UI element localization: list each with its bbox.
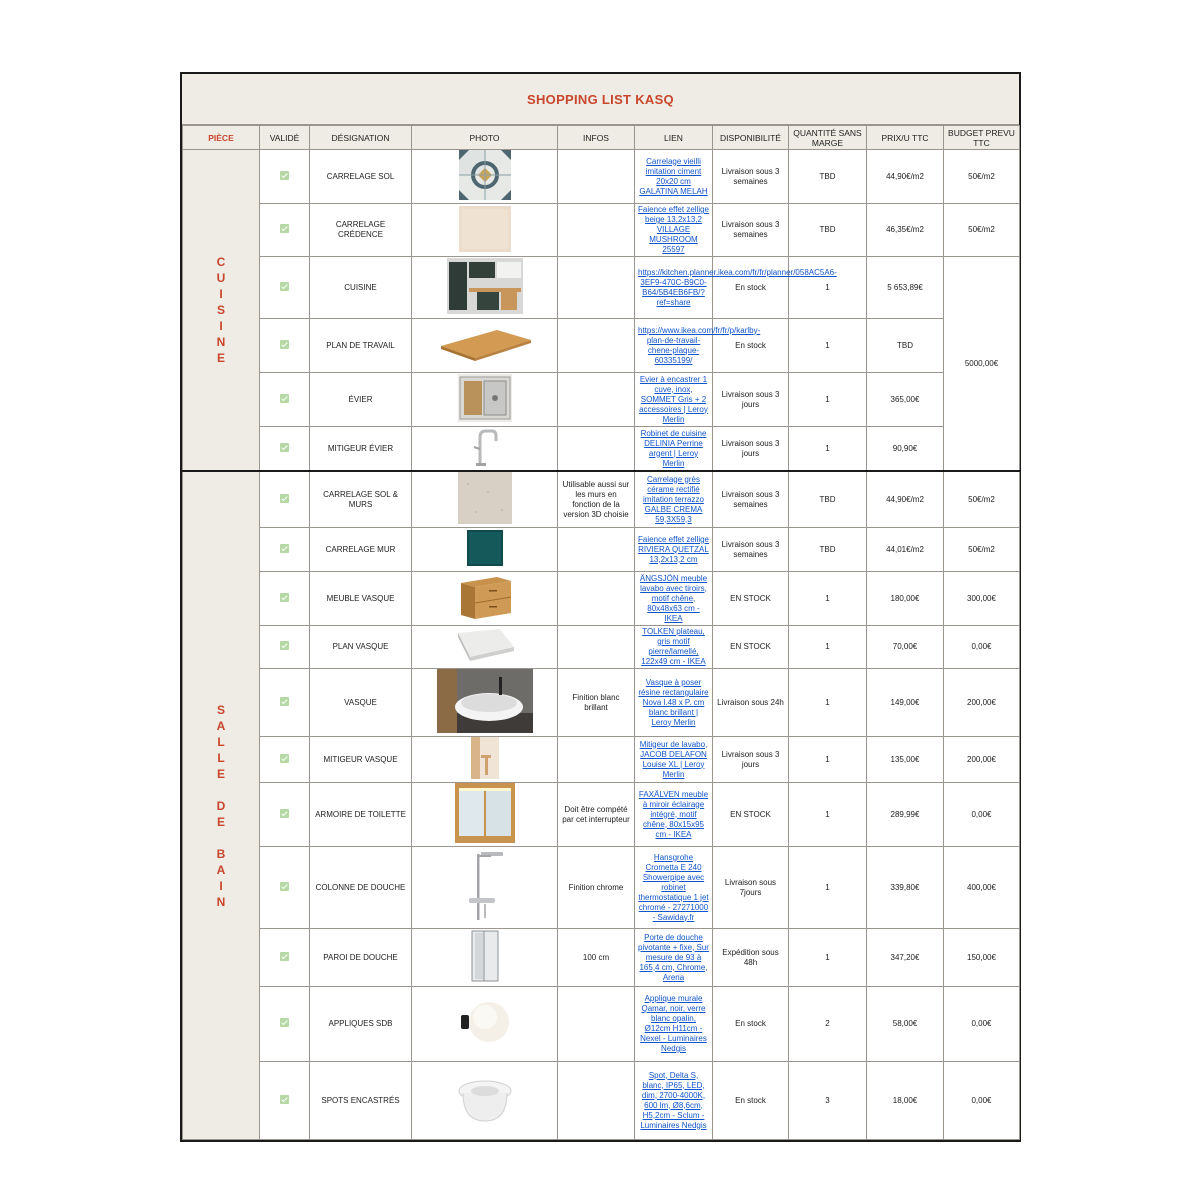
designation-cell: CUISINE [310,257,412,319]
validated-checkbox[interactable] [280,282,289,291]
beige-tile-photo [459,206,511,255]
budget-cell: 50€/m2 [944,204,1020,257]
valide-cell [260,150,310,204]
product-link[interactable]: Carrelage grès cérame rectifié imitation terrazzo GALBE CREMA 59,3X59,3 [643,474,704,524]
product-link[interactable]: Mitigeur de lavabo, JACOB DELAFON Louise XL | Leroy Merlin [639,739,708,779]
prix-cell: 365,00€ [867,373,944,427]
valide-cell [260,319,310,373]
table-row [183,987,1020,1062]
room-letter: E [216,814,225,829]
valide-cell [260,373,310,427]
table-row [183,847,1020,929]
budget-cell-cuisine-total: 5000,00€ [944,257,1020,472]
infos-cell [558,150,635,204]
photo-cell [412,471,558,528]
designation-cell: APPLIQUES SDB [310,987,412,1062]
quantite-cell: 1 [789,257,867,319]
validated-checkbox[interactable] [280,697,289,706]
budget-cell: 200,00€ [944,737,1020,783]
infos-cell [558,427,635,472]
valide-cell [260,427,310,472]
lien-cell [635,427,713,472]
table-row [183,783,1020,847]
lien-cell [635,373,713,427]
lien-cell [635,572,713,626]
product-link[interactable]: TOLKEN plateau, gris motif pierre/lamellé, 122x49 cm - IKEA [641,627,706,666]
disponibilite-cell: En stock [713,987,789,1062]
disponibilite-cell: Livraison sous 3 semaines [713,204,789,257]
sink-photo [458,374,512,425]
photo-cell [412,1062,558,1140]
budget-cell: 0,00€ [944,1062,1020,1140]
product-link[interactable]: ÄNGSJÖN meuble lavabo avec tiroirs, motif chêne, 80x48x63 cm - IKEA [639,573,708,623]
room-cuisine [183,150,260,472]
green-tile-photo [467,530,503,569]
budget-cell: 0,00€ [944,783,1020,847]
photo-cell [412,319,558,373]
infos-cell: Finition chrome [558,847,635,929]
designation-cell: MEUBLE VASQUE [310,572,412,626]
designation-cell: CARRELAGE SOL [310,150,412,204]
disponibilite-cell: Livraison sous 3 semaines [713,471,789,528]
header-infos: INFOS [558,126,635,150]
room-letter: E [216,766,225,781]
product-link[interactable]: https://kitchen.planner.ikea.com/fr/fr/planner/058AC5A6-3EF9-470C-B9C0-B64/5B4EB6FB/?ref=share [638,267,837,307]
table-row [183,572,1020,626]
product-link[interactable]: Porte de douche pivotante + fixe, Sur mesure de 93 à 165,4 cm, Chrome, Arena [638,932,709,982]
lien-cell [635,929,713,987]
quantite-cell: TBD [789,528,867,572]
table-row [183,150,1020,204]
lien-cell [635,626,713,669]
designation-cell: MITIGEUR ÉVIER [310,427,412,472]
table-row [183,528,1020,572]
product-link[interactable]: Robinet de cuisine DELINIA Perrine argent | Leroy Merlin [640,428,707,468]
header-budget: BUDGET PREVU TTC [944,126,1020,150]
designation-cell: PLAN DE TRAVAIL [310,319,412,373]
header-valide: VALIDÉ [260,126,310,150]
valide-cell [260,471,310,528]
disponibilite-cell: Livraison sous 3 jours [713,737,789,783]
infos-cell: Doit être compété par cet interrupteur [558,783,635,847]
budget-cell: 0,00€ [944,626,1020,669]
validated-checkbox[interactable] [280,754,289,763]
designation-cell: COLONNE DE DOUCHE [310,847,412,929]
photo-cell [412,783,558,847]
shower-column-photo [465,848,505,927]
designation-cell: ÉVIER [310,373,412,427]
table-row [183,737,1020,783]
product-link[interactable]: https://www.ikea.com/fr/fr/p/karlby-plan-de-travail-chene-plaque-60335199/ [638,325,761,365]
valide-cell [260,783,310,847]
lien-cell [635,737,713,783]
lien-cell [635,204,713,257]
table-row [183,319,1020,373]
valide-cell [260,987,310,1062]
shopping-table [182,125,1020,1140]
designation-cell: CARRELAGE MUR [310,528,412,572]
disponibilite-cell: Livraison sous 3 jours [713,373,789,427]
room-letter: N [216,894,226,909]
budget-cell: 200,00€ [944,669,1020,737]
disponibilite-cell: Livraison sous 24h [713,669,789,737]
room-letter: I [219,287,223,301]
table-row [183,471,1020,528]
room-letter: D [216,798,226,813]
prix-cell: 44,01€/m2 [867,528,944,572]
infos-cell [558,1062,635,1140]
infos-cell [558,737,635,783]
basin-faucet-photo [471,737,499,782]
lien-cell [635,669,713,737]
faucet-photo [470,427,500,470]
validated-checkbox[interactable] [280,494,289,503]
prix-cell: 70,00€ [867,626,944,669]
table-row [183,204,1020,257]
prix-cell: 90,90€ [867,427,944,472]
header-prix: PRIX/U TTC [867,126,944,150]
infos-cell [558,626,635,669]
room-letter: I [219,319,223,333]
kitchen-photo [447,258,523,317]
designation-cell: CARRELAGE SOL & MURS [310,471,412,528]
lien-cell [635,150,713,204]
valide-cell [260,1062,310,1140]
room-letter: B [216,846,226,861]
designation-cell: PAROI DE DOUCHE [310,929,412,987]
prix-cell: 58,00€ [867,987,944,1062]
photo-cell [412,150,558,204]
infos-cell [558,319,635,373]
photo-cell [412,528,558,572]
photo-cell [412,987,558,1062]
validated-checkbox[interactable] [280,641,289,650]
title-bar [182,74,1019,125]
room-salle-de-bain [183,471,260,1140]
lien-cell [635,847,713,929]
validated-checkbox[interactable] [280,394,289,403]
page-title: SHOPPING LIST KASQ [527,91,674,107]
header-photo: PHOTO [412,126,558,150]
product-link[interactable]: Evier à encastrer 1 cuve, inox, SOMMET Gris + 2 accessoires | Leroy Merlin [639,374,708,424]
room-letter: U [216,271,226,285]
countertop-photo [454,627,516,668]
prix-cell: 5 653,89€ [867,257,944,319]
prix-cell: TBD [867,319,944,373]
prix-cell: 347,20€ [867,929,944,987]
disponibilite-cell: En stock [713,257,789,319]
valide-cell [260,257,310,319]
room-letter: S [216,702,225,717]
header-quantite: QUANTITÉ SANS MARGE [789,126,867,150]
validated-checkbox[interactable] [280,171,289,180]
lien-cell [635,528,713,572]
validated-checkbox[interactable] [280,593,289,602]
mirror-cabinet-photo [455,783,515,846]
infos-cell [558,373,635,427]
prix-cell: 339,80€ [867,847,944,929]
room-letter: A [216,718,226,733]
worktop-photo [437,324,533,367]
table-row [183,1062,1020,1140]
validated-checkbox[interactable] [280,443,289,452]
disponibilite-cell: EN STOCK [713,626,789,669]
valide-cell [260,929,310,987]
recessed-spot-photo [455,1069,515,1132]
prix-cell: 18,00€ [867,1062,944,1140]
prix-cell: 44,90€/m2 [867,471,944,528]
product-link[interactable]: FAXÄLVEN meuble à miroir éclairage intégré, motif chêne, 80x15x95 cm - IKEA [638,789,709,839]
terrazzo-tile-photo [458,472,512,527]
room-letter: E [216,351,225,365]
quantite-cell: 1 [789,847,867,929]
product-link[interactable]: Faience effet zellige RIVIERA QUETZAL 13,2x13,2 cm [638,534,710,564]
disponibilite-cell: Livraison sous 7jours [713,847,789,929]
valide-cell [260,669,310,737]
table-row [183,929,1020,987]
lien-cell [635,783,713,847]
header-designation: DÉSIGNATION [310,126,412,150]
prix-cell: 135,00€ [867,737,944,783]
designation-cell: MITIGEUR VASQUE [310,737,412,783]
shower-door-photo [470,929,500,986]
header-lien: LIEN [635,126,713,150]
table-row [183,669,1020,737]
disponibilite-cell: Expédition sous 48h [713,929,789,987]
quantite-cell: TBD [789,150,867,204]
quantite-cell: 1 [789,783,867,847]
wall-light-photo [455,991,515,1058]
prix-cell: 46,35€/m2 [867,204,944,257]
table-row [183,626,1020,669]
room-letter: A [216,862,226,877]
disponibilite-cell: En stock [713,319,789,373]
vanity-photo [457,573,513,624]
quantite-cell: 1 [789,319,867,373]
lien-cell [635,471,713,528]
quantite-cell: TBD [789,471,867,528]
product-link[interactable]: Vasque à poser résine rectangulaire Nova l.48 x P. cm blanc brillant | Leroy Merlin [638,677,709,727]
quantite-cell: 1 [789,737,867,783]
photo-cell [412,373,558,427]
validated-checkbox[interactable] [280,340,289,349]
photo-cell [412,204,558,257]
quantite-cell: 2 [789,987,867,1062]
quantite-cell: 3 [789,1062,867,1140]
header-disponibilite: DISPONIBILITÉ [713,126,789,150]
table-row [183,427,1020,472]
table-row [183,373,1020,427]
photo-cell [412,626,558,669]
prix-cell: 44,90€/m2 [867,150,944,204]
shopping-list-sheet [180,72,1021,1142]
quantite-cell: 1 [789,626,867,669]
room-letter: L [217,734,225,749]
validated-checkbox[interactable] [280,544,289,553]
quantite-cell: 1 [789,929,867,987]
valide-cell [260,626,310,669]
infos-cell [558,572,635,626]
valide-cell [260,528,310,572]
header-piece: PIÈCE [183,126,260,150]
validated-checkbox[interactable] [280,1095,289,1104]
designation-cell: PLAN VASQUE [310,626,412,669]
budget-cell: 50€/m2 [944,471,1020,528]
designation-cell: VASQUE [310,669,412,737]
product-link[interactable]: Faience effet zellige beige 13,2x13,2 VILLAGE MUSHROOM 25597 [638,205,710,254]
photo-cell [412,737,558,783]
infos-cell [558,204,635,257]
lien-cell [635,1062,713,1140]
disponibilite-cell: EN STOCK [713,783,789,847]
quantite-cell: 1 [789,669,867,737]
product-link[interactable]: Hansgrohe Crometta E 240 Showerpipe avec robinet thermostatique 1 jet chromé - 27271000 - Sawiday.fr [638,852,709,922]
basin-photo [437,669,533,736]
disponibilite-cell: Livraison sous 3 semaines [713,150,789,204]
infos-cell [558,987,635,1062]
room-letter: N [216,335,226,349]
valide-cell [260,737,310,783]
prix-cell: 180,00€ [867,572,944,626]
photo-cell [412,929,558,987]
infos-cell: Finition blanc brillant [558,669,635,737]
quantite-cell: 1 [789,427,867,472]
infos-cell [558,257,635,319]
validated-checkbox[interactable] [280,882,289,891]
designation-cell: CARRELAGE CRÉDENCE [310,204,412,257]
budget-cell: 50€/m2 [944,150,1020,204]
valide-cell [260,204,310,257]
valide-cell [260,847,310,929]
room-letter: I [219,878,223,893]
prix-cell: 149,00€ [867,669,944,737]
budget-cell: 150,00€ [944,929,1020,987]
validated-checkbox[interactable] [280,1018,289,1027]
product-link[interactable]: Spot, Delta S, blanc, IP65, LED, dim, 2700-4000K, 600 lm, Ø8,6cm, H5,2cm - Sclum - Luminaires Nedgis [640,1070,707,1130]
quantite-cell: 1 [789,373,867,427]
budget-cell: 400,00€ [944,847,1020,929]
infos-cell: Utilisable aussi sur les murs en fonction de la version 3D choisie [558,471,635,528]
infos-cell: 100 cm [558,929,635,987]
product-link[interactable]: Carrelage vieilli imitation ciment 20x20 cm GALATINA MELAH [639,156,708,196]
quantite-cell: TBD [789,204,867,257]
designation-cell: ARMOIRE DE TOILETTE [310,783,412,847]
prix-cell: 289,99€ [867,783,944,847]
photo-cell [412,572,558,626]
disponibilite-cell: En stock [713,1062,789,1140]
budget-cell: 0,00€ [944,987,1020,1062]
photo-cell [412,847,558,929]
header-row [183,126,1020,150]
room-letter: S [216,303,225,317]
designation-cell: SPOTS ENCASTRÉS [310,1062,412,1140]
product-link[interactable]: Applique murale Qamar, noir, verre blanc opalin, Ø12cm H11cm - Nexel - Luminaires Nedgis [640,994,707,1053]
quantite-cell: 1 [789,572,867,626]
validated-checkbox[interactable] [280,224,289,233]
lien-cell [635,987,713,1062]
disponibilite-cell: Livraison sous 3 jours [713,427,789,472]
disponibilite-cell: Livraison sous 3 semaines [713,528,789,572]
budget-cell: 50€/m2 [944,528,1020,572]
validated-checkbox[interactable] [280,809,289,818]
budget-cell: 300,00€ [944,572,1020,626]
photo-cell [412,427,558,472]
photo-cell [412,669,558,737]
valide-cell [260,572,310,626]
cement-tile-photo [459,150,511,203]
room-letter: C [216,255,226,269]
room-letter: L [217,750,225,765]
disponibilite-cell: EN STOCK [713,572,789,626]
table-row [183,257,1020,319]
photo-cell [412,257,558,319]
validated-checkbox[interactable] [280,952,289,961]
infos-cell [558,528,635,572]
